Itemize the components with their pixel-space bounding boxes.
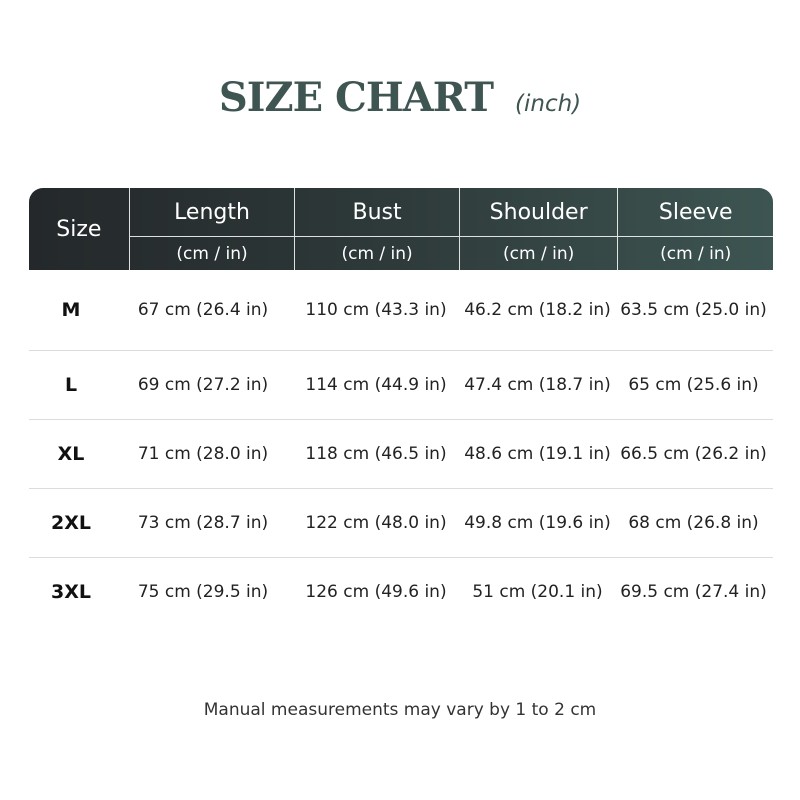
header-unit: (cm / in) [503,243,575,264]
length-cell: 75 cm (29.5 in) [137,582,269,602]
header-unit: (cm / in) [660,243,732,264]
header-name: Sleeve [618,188,773,237]
header-sleeve [618,188,773,270]
length-cell: 71 cm (28.0 in) [137,444,269,464]
table-row [29,351,773,420]
table-row [29,420,773,489]
bust-cell: 122 cm (48.0 in) [305,513,447,533]
page-title: SIZE CHART [218,74,494,121]
length-cell: 73 cm (28.7 in) [137,513,269,533]
table-row [29,489,773,558]
header-name: Length [130,188,295,237]
sleeve-cell: 65 cm (25.6 in) [628,375,759,395]
shoulder-cell: 48.6 cm (19.1 in) [464,444,611,464]
header-shoulder [460,188,619,270]
size-cell: M [61,299,81,321]
title-unit: (inch) [515,91,582,117]
shoulder-cell: 51 cm (20.1 in) [472,582,603,602]
header-bust [295,188,460,270]
size-cell: 3XL [51,581,91,603]
sleeve-cell: 68 cm (26.8 in) [628,513,759,533]
sleeve-cell: 69.5 cm (27.4 in) [620,582,767,602]
header-name: Bust [295,188,459,237]
size-cell: 2XL [51,512,91,534]
measurement-note: Manual measurements may vary by 1 to 2 cm [203,700,597,720]
shoulder-cell: 47.4 cm (18.7 in) [464,375,611,395]
header-size: Size [29,188,130,270]
bust-cell: 126 cm (49.6 in) [305,582,447,602]
length-cell: 67 cm (26.4 in) [137,300,269,320]
table-body [29,270,773,626]
bust-cell: 118 cm (46.5 in) [305,444,447,464]
size-cell: XL [57,443,85,465]
bust-cell: 110 cm (43.3 in) [305,300,447,320]
header-length [130,188,296,270]
size-cell: L [64,374,78,396]
size-table [29,188,773,626]
header-unit: (cm / in) [176,243,248,264]
table-row [29,270,773,351]
header-unit: (cm / in) [341,243,413,264]
shoulder-cell: 46.2 cm (18.2 in) [464,300,611,320]
header-name: Shoulder [460,188,618,237]
length-cell: 69 cm (27.2 in) [137,375,269,395]
sleeve-cell: 63.5 cm (25.0 in) [620,300,767,320]
title [0,74,800,121]
bust-cell: 114 cm (44.9 in) [305,375,447,395]
shoulder-cell: 49.8 cm (19.6 in) [464,513,611,533]
sleeve-cell: 66.5 cm (26.2 in) [620,444,767,464]
table-row [29,558,773,626]
table-header [29,188,773,270]
